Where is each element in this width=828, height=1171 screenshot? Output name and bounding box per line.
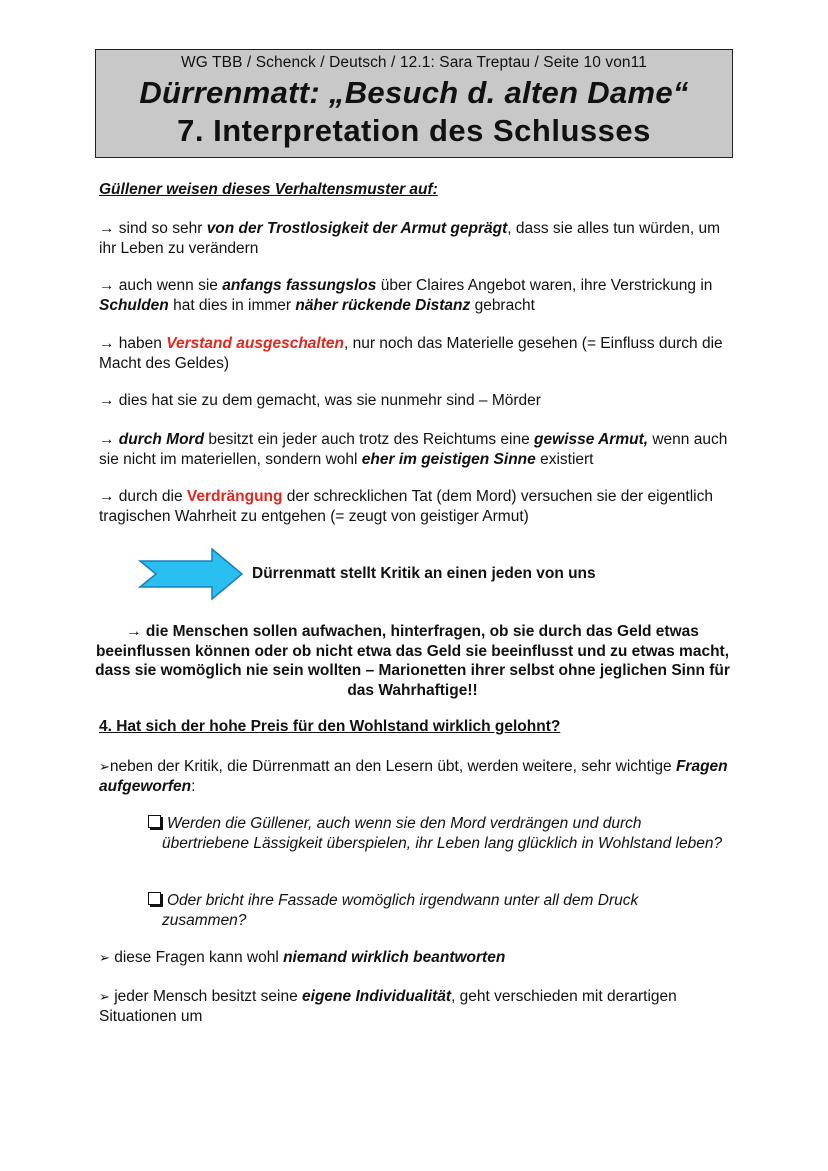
document-title: Dürrenmatt: „Besuch d. alten Dame“: [139, 75, 689, 110]
checkbox-bullet-icon: [148, 892, 161, 905]
kritik-statement: Dürrenmatt stellt Kritik an einen jeden von uns: [252, 565, 596, 582]
section4-heading: 4. Hat sich der hohe Preis für den Wohlstand wirklich gelohnt?: [99, 718, 561, 735]
arrow-icon: →: [99, 220, 115, 237]
bullet-2: → auch wenn sie anfangs fassungslos über Claires Angebot waren, ihre Verstrickung in Schulden hat dies in immer näher rückende Distanz gebracht: [99, 277, 713, 314]
bullet-5: → durch Mord besitzt ein jeder auch trotz des Reichtums eine gewisse Armut, wenn auch sie nicht im materiellen, sondern wohl eher im geistigen Sinne existiert: [99, 431, 728, 468]
block-arrow-icon: [138, 547, 244, 601]
paragraph-answer: ➢ diese Fragen kann wohl niemand wirklich beantworten: [99, 949, 506, 966]
paragraph-individuality: ➢ jeder Mensch besitzt seine eigene Individualität, geht verschieden mit derartigen Situationen um: [99, 988, 677, 1025]
bullet-4: → dies hat sie zu dem gemacht, was sie nunmehr sind – Mörder: [99, 392, 541, 409]
bullet-1: → sind so sehr von der Trostlosigkeit der Armut geprägt, dass sie alles tun würden, um ihr Leben zu verändern: [99, 220, 721, 257]
arrow-icon: →: [99, 277, 115, 294]
arrow-icon: →: [99, 392, 115, 409]
bullet-6: → durch die Verdrängung der schrecklichen Tat (dem Mord) versuchen sie der eigentlich tragischen Wahrheit zu entgehen (= zeugt von geistiger Armut): [99, 488, 713, 525]
triangle-bullet-icon: ➢: [99, 759, 110, 774]
arrow-icon: →: [99, 488, 115, 505]
header-meta: WG TBB / Schenck / Deutsch / 12.1: Sara Treptau / Seite 10 von11: [181, 54, 647, 71]
checkbox-bullet-icon: [148, 815, 161, 828]
conclusion-text: → die Menschen sollen aufwachen, hinterfragen, ob sie durch das Geld etwas beeinflussen können oder ob nicht etwa das Geld sie beeinflusst und zu etwas macht, dass sie womöglich nie sein wollten – Marionetten ihrer selbst ohne jeglichen Sinn für das Wahrhaftige!!: [95, 623, 730, 699]
arrow-icon: →: [126, 623, 142, 640]
section4-intro: ➢neben der Kritik, die Dürrenmatt an den Lesern übt, werden weitere, sehr wichtige Fragen aufgeworfen:: [99, 758, 728, 795]
section1-heading: Güllener weisen dieses Verhaltensmuster auf:: [99, 181, 438, 198]
triangle-bullet-icon: ➢: [99, 989, 110, 1004]
header-box: [95, 49, 733, 158]
arrow-icon: →: [99, 335, 115, 352]
bullet-3: → haben Verstand ausgeschalten, nur noch das Materielle gesehen (= Einfluss durch die Macht des Geldes): [99, 335, 723, 372]
question-2: Oder bricht ihre Fassade womöglich irgendwann unter all dem Druck zusammen?: [148, 891, 738, 930]
triangle-bullet-icon: ➢: [99, 950, 110, 965]
arrow-icon: →: [99, 431, 115, 448]
question-1: Werden die Güllener, auch wenn sie den Mord verdrängen und durch übertriebene Lässigkeit überspielen, ihr Leben lang glücklich in Wohlstand leben?: [148, 814, 738, 853]
section-title: 7. Interpretation des Schlusses: [177, 113, 651, 148]
